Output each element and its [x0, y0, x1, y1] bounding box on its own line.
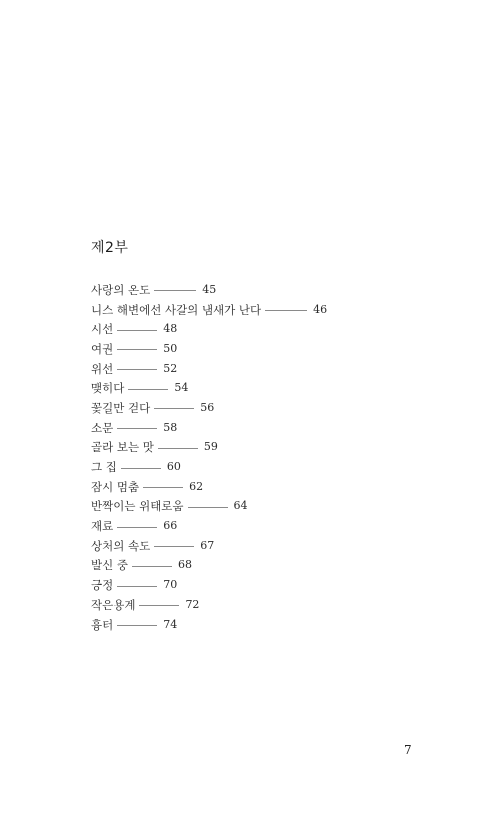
toc-entry-page: 64: [233, 499, 248, 513]
toc-entry-page: 52: [163, 361, 178, 375]
toc-leader-line: [132, 566, 172, 567]
toc-entry-title: 재료: [91, 519, 114, 534]
toc-leader-line: [158, 448, 198, 449]
toc-entry-title: 발신 중: [91, 558, 128, 573]
toc-entry: [91, 536, 327, 556]
toc-leader-line: [154, 546, 194, 547]
toc-entry-title: 니스 해변에선 사갈의 냄새가 난다: [91, 302, 262, 317]
toc-entry-title: 흉터: [91, 617, 114, 632]
toc-entry-title: 작은용계: [91, 597, 136, 612]
toc-entry: [91, 575, 327, 595]
toc-entry: [91, 615, 327, 635]
toc-entry: [91, 457, 327, 477]
toc-leader-line: [117, 428, 157, 429]
toc-leader-line: [128, 389, 168, 390]
toc-entry: [91, 556, 327, 576]
toc-entry-page: 58: [163, 420, 178, 434]
toc-entry: [91, 339, 327, 359]
toc-entry: [91, 300, 327, 320]
toc-entry-page: 66: [163, 519, 178, 533]
part-title: 제2부: [91, 240, 129, 256]
toc-entry-page: 74: [163, 617, 178, 631]
toc-entry-title: 시선: [91, 322, 114, 337]
toc-leader-line: [154, 408, 194, 409]
toc-entry-title: 골라 보는 맛: [91, 440, 154, 455]
table-of-contents: [91, 280, 327, 634]
toc-entry: [91, 595, 327, 615]
toc-entry-page: 54: [174, 381, 189, 395]
toc-leader-line: [139, 605, 179, 606]
toc-entry: [91, 280, 327, 300]
toc-entry-page: 62: [189, 479, 204, 493]
toc-entry-title: 그 집: [91, 460, 117, 475]
toc-entry-title: 소문: [91, 420, 114, 435]
toc-entry-title: 사랑의 온도: [91, 282, 151, 297]
page-number: 7: [404, 743, 412, 757]
toc-entry-title: 꽃길만 걷다: [91, 400, 151, 415]
toc-leader-line: [143, 487, 183, 488]
toc-entry-page: 56: [200, 400, 215, 414]
toc-leader-line: [188, 507, 228, 508]
toc-leader-line: [117, 369, 157, 370]
toc-entry: [91, 398, 327, 418]
toc-entry: [91, 438, 327, 458]
toc-entry: [91, 477, 327, 497]
toc-entry-page: 60: [166, 460, 181, 474]
toc-leader-line: [117, 527, 157, 528]
toc-entry-page: 45: [202, 282, 217, 296]
toc-leader-line: [117, 349, 157, 350]
toc-entry-title: 상처의 속도: [91, 538, 151, 553]
toc-leader-line: [265, 310, 307, 311]
toc-leader-line: [117, 330, 157, 331]
toc-entry: [91, 359, 327, 379]
toc-entry: [91, 319, 327, 339]
toc-leader-line: [121, 468, 161, 469]
toc-entry-page: 50: [163, 341, 178, 355]
toc-entry-title: 긍정: [91, 578, 114, 593]
toc-entry-title: 잠시 멈춤: [91, 479, 140, 494]
toc-entry: [91, 516, 327, 536]
toc-entry-page: 72: [185, 597, 200, 611]
toc-entry-title: 여권: [91, 341, 114, 356]
toc-entry-title: 맺히다: [91, 381, 125, 396]
toc-leader-line: [154, 290, 196, 291]
toc-entry-page: 59: [203, 440, 218, 454]
toc-leader-line: [117, 625, 157, 626]
toc-entry: [91, 378, 327, 398]
toc-leader-line: [117, 586, 157, 587]
toc-entry-title: 반짝이는 위태로움: [91, 499, 184, 514]
toc-entry: [91, 418, 327, 438]
toc-entry-page: 46: [313, 302, 328, 316]
toc-entry: [91, 497, 327, 517]
toc-entry-page: 48: [163, 322, 178, 336]
toc-entry-page: 70: [163, 578, 178, 592]
toc-entry-page: 67: [200, 538, 215, 552]
toc-entry-page: 68: [177, 558, 192, 572]
toc-entry-title: 위선: [91, 361, 114, 376]
